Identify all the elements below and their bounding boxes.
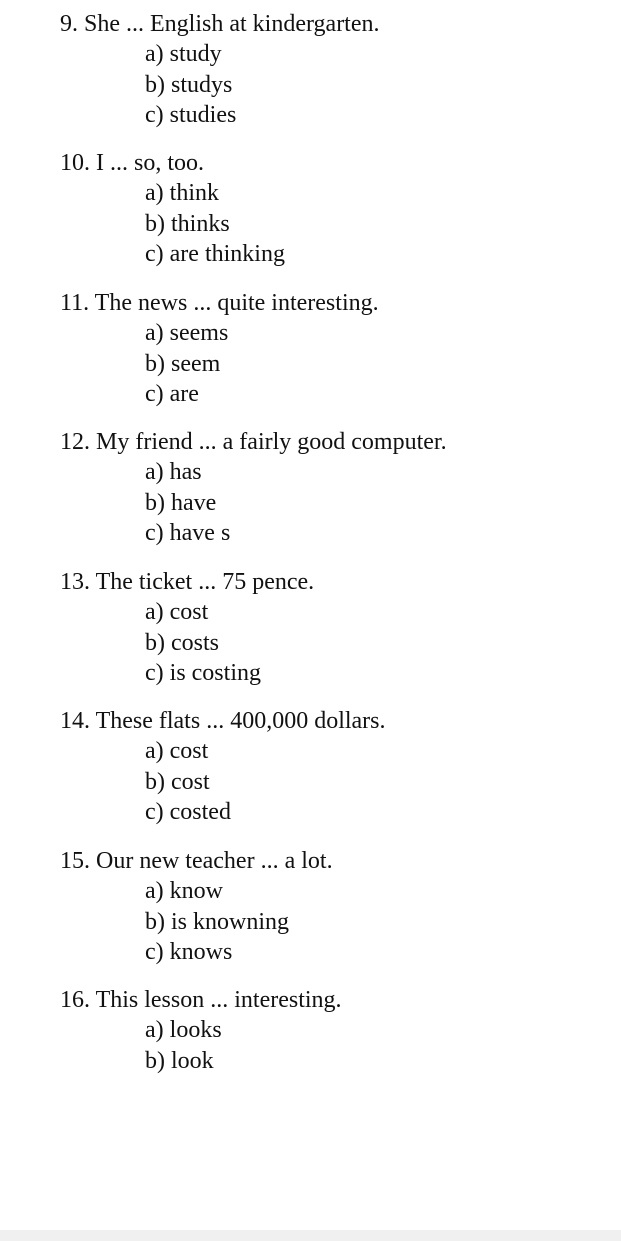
bottom-edge-strip [0, 1230, 621, 1241]
option-a: a) study [145, 41, 222, 67]
option-b: b) look [145, 1047, 214, 1074]
question-14 [60, 706, 600, 828]
answer-options [60, 736, 600, 828]
option-a: a) think [145, 180, 219, 206]
option-a: a) cost [145, 599, 209, 625]
option-b: b) studys [145, 71, 233, 98]
option-b: b) is knowning [145, 908, 289, 935]
option-a: a) cost [145, 738, 209, 764]
question-text: 15. Our new teacher ... a lot. [60, 848, 333, 874]
option-c: c) are [145, 381, 199, 407]
option-b: b) have [145, 489, 217, 516]
option-c: c) costed [145, 799, 231, 825]
question-text: 10. I ... so, too. [60, 150, 204, 176]
question-16 [60, 985, 600, 1076]
question-text: 12. My friend ... a fairly good computer. [60, 429, 447, 455]
question-text: 9. She ... English at kindergarten. [60, 11, 380, 37]
question-9 [60, 9, 600, 131]
option-b: b) thinks [145, 210, 230, 237]
option-c: c) studies [145, 102, 237, 128]
question-text: 11. The news ... quite interesting. [60, 290, 379, 316]
answer-options [60, 39, 600, 131]
option-b: b) cost [145, 768, 210, 795]
question-12 [60, 427, 600, 549]
option-a: a) has [145, 459, 202, 485]
answer-options [60, 178, 600, 270]
option-a: a) know [145, 878, 223, 904]
question-13 [60, 567, 600, 689]
option-a: a) seems [145, 320, 229, 346]
answer-options [60, 318, 600, 410]
question-text: 14. These flats ... 400,000 dollars. [60, 708, 386, 734]
answer-options [60, 457, 600, 549]
option-a: a) looks [145, 1017, 222, 1043]
option-b: b) costs [145, 629, 219, 656]
option-c: c) have s [145, 520, 231, 546]
question-text: 16. This lesson ... interesting. [60, 987, 342, 1013]
answer-options [60, 1015, 600, 1076]
option-b: b) seem [145, 350, 221, 377]
question-15 [60, 846, 600, 968]
option-c: c) is costing [145, 660, 261, 686]
answer-options [60, 876, 600, 968]
option-c: c) are thinking [145, 241, 285, 267]
option-c: c) knows [145, 939, 233, 965]
answer-options [60, 597, 600, 689]
question-text: 13. The ticket ... 75 pence. [60, 569, 315, 595]
question-10 [60, 148, 600, 270]
question-11 [60, 288, 600, 410]
